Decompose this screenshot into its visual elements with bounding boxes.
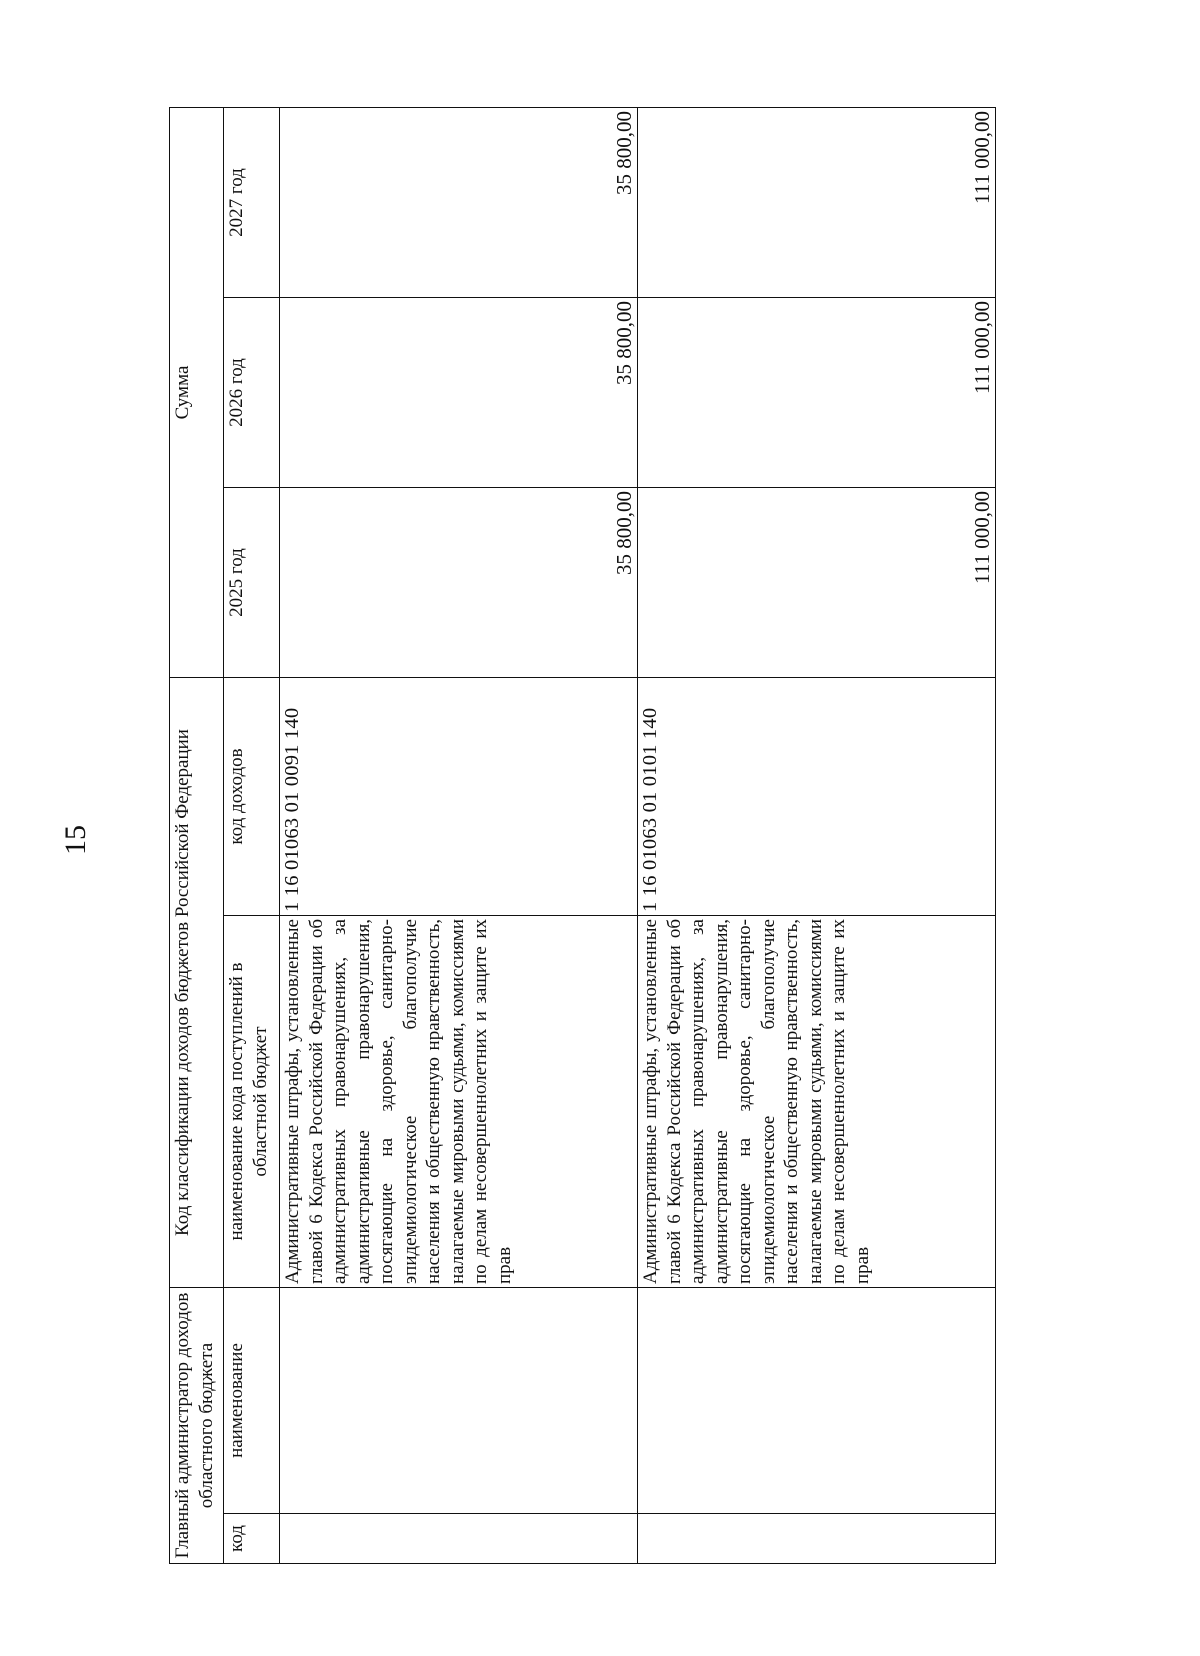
- header-income-code: код доходов: [224, 678, 280, 916]
- row-sum-2027: 35 800,00: [280, 107, 638, 297]
- header-sum-group: Сумма: [170, 107, 224, 677]
- row-code: [638, 1514, 996, 1564]
- page-number: 15: [59, 825, 92, 855]
- header-code: код: [224, 1514, 280, 1564]
- row-sum-2026: 35 800,00: [280, 298, 638, 488]
- header-row-groups: [170, 107, 224, 1563]
- header-2027: 2027 год: [224, 107, 280, 297]
- row-name: [280, 1288, 638, 1514]
- row-income-code: 1 16 01063 01 0101 140: [638, 678, 996, 916]
- row-sum-2025: 35 800,00: [280, 488, 638, 678]
- rotated-table-container: [169, 108, 995, 1564]
- row-sum-2026: 111 000,00: [638, 298, 996, 488]
- table-row: [638, 107, 996, 1563]
- row-description: Административные штрафы, установленные главой 6 Кодекса Российской Федерации об административных правонарушениях, за административные правонарушения, посягающие на здоровье, санитарно-эпидемиологическое благополучие населения и общественную нравственность, налагаемые мировыми судьями, комиссиями по делам несовершеннолетних и защите их прав: [638, 916, 996, 1288]
- header-description: наименование кода поступлений в областной бюджет: [224, 916, 280, 1288]
- row-sum-2025: 111 000,00: [638, 488, 996, 678]
- row-name: [638, 1288, 996, 1514]
- row-code: [280, 1514, 638, 1564]
- table-row: [280, 107, 638, 1563]
- row-sum-2027: 111 000,00: [638, 107, 996, 297]
- header-2026: 2026 год: [224, 298, 280, 488]
- header-classification-group: Код классификации доходов бюджетов Российской Федерации: [170, 678, 224, 1288]
- header-name: наименование: [224, 1288, 280, 1514]
- header-2025: 2025 год: [224, 488, 280, 678]
- row-income-code: 1 16 01063 01 0091 140: [280, 678, 638, 916]
- budget-income-table: [169, 107, 996, 1564]
- row-description: Административные штрафы, установленные главой 6 Кодекса Российской Федерации об административных правонарушениях, за административные правонарушения, посягающие на здоровье, санитарно-эпидемиологическое благополучие населения и общественную нравственность, налагаемые мировыми судьями, комиссиями по делам несовершеннолетних и защите их прав: [280, 916, 638, 1288]
- header-admin-group: Главный администратор доходов областного бюджета: [170, 1288, 224, 1564]
- header-row-columns: [224, 107, 280, 1563]
